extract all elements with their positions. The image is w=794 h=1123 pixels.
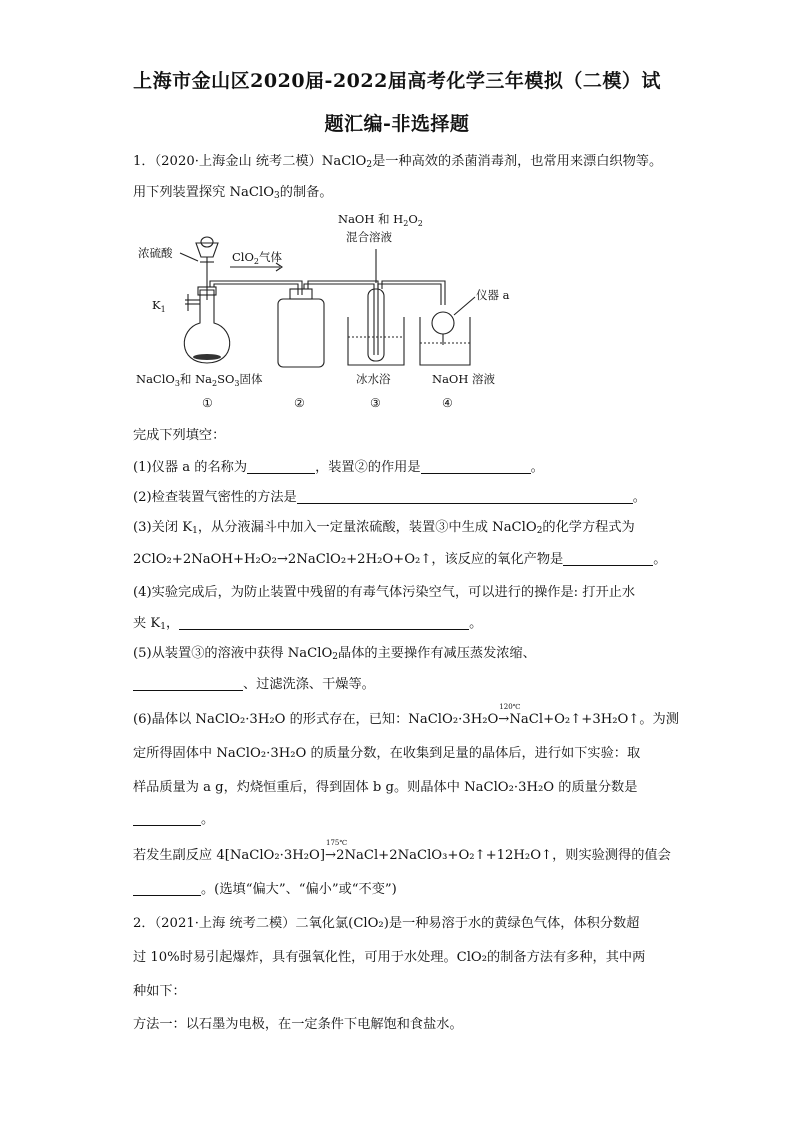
q1-intro2-a: 用下列装置探究 NaClO [133,185,275,200]
label-naoh-solution: NaOH 溶液 [432,372,496,386]
q1-part2 [133,486,646,505]
q1-part6-line1 [133,703,679,727]
p4-d: 。 [469,616,483,631]
fill-intro: 完成下列填空： [133,428,226,443]
p6-b: NaCl+O₂↑+3H₂O↑。为测 [509,712,679,727]
gas-tube-1b [214,284,298,295]
leader-acid [180,253,198,261]
gas-tube-2b [304,284,374,355]
beaker-4 [420,317,470,365]
label-instrument-a: 仪器 a [476,288,510,302]
q1-part6-line4 [133,808,214,827]
p1-c: 。 [530,460,544,475]
p6-a: (6)晶体以 NaClO₂·3H₂O 的形式存在，已知：NaClO₂·3H₂O [133,712,499,727]
label-naoh-h2o2: NaOH 和 $H_2O_2$ [338,212,423,228]
p6-e: 。 [201,812,215,827]
q1-part4-line2 [133,612,482,632]
q1-part1 [133,456,544,475]
sub: 1 [192,526,198,536]
p6-c: 定所得固体中 NaClO₂·3H₂O 的质量分数，在收集到足量的晶体后，进行如下实验：取 [133,746,641,761]
p4-b: 夹 K [133,616,161,631]
label-k1: $K_1$ [152,298,166,314]
p3-end: 。 [653,552,667,567]
q1-part4-line1 [133,581,635,600]
sub: 2 [366,160,373,170]
gas-tube-1 [210,281,302,295]
sub: 2 [332,652,339,662]
solid-reactant [193,354,221,360]
q1-part3-line1 [133,516,635,536]
q2-line2: 过 10%时易引起爆炸，具有强氧化性，可用于水处理。ClO₂的制备方法有多种，其中两 [133,950,646,965]
sub: 1 [160,622,166,632]
sub: 3 [274,191,280,201]
p3-c: 的化学方程式为 [542,520,635,535]
p7-c: 。(选填“偏大”、“偏小”或“不变”) [201,882,397,897]
bottle-2-stopper [290,289,312,299]
p7-a: 若发生副反应 4[NaClO₂·3H₂O] [133,848,325,863]
p5-c: 、过滤洗涤、干燥等。 [243,677,375,692]
apparatus-diagram [130,205,520,415]
reaction-condition: 175℃ → [325,839,348,863]
p6-d: 样品质量为 a g，灼烧恒重后，得到固体 b g。则晶体中 NaClO₂·3H₂O 的质量分数是 [133,780,638,795]
gas-tube-3 [382,281,445,305]
p3-a: (3)关闭 K [133,520,193,535]
q1-intro1-a: 1．（2020·上海金山 统考二模）NaClO [133,154,367,169]
label-mixed-solution: 混合溶液 [346,230,392,244]
instrument-a [432,312,454,334]
p3-eq: 2ClO₂+2NaOH+H₂O₂→2NaClO₂+2H₂O+O₂↑，该反应的氧化产物是 [133,552,564,567]
device-number-4: ④ [442,396,453,410]
reaction-condition: 120℃ → [498,703,521,727]
label-ice-bath: 冰水浴 [356,372,391,386]
q1-part6-line2 [133,742,640,761]
q1-part7-line2 [133,878,397,897]
q1-part6-line3 [133,776,637,795]
beaker-3 [348,317,404,365]
p4-a: (4)实验完成后，为防止装置中残留的有毒气体污染空气，可以进行的操作是: 打开止水 [133,585,636,600]
q2-line4: 方法一：以石墨为电极，在一定条件下电解饱和食盐水。 [133,1017,463,1032]
p7-b: 2NaCl+2NaClO₃+O₂↑+12H₂O↑，则实验测得的值会 [336,848,671,863]
gas-bottle-2 [278,299,324,367]
answer-blank[interactable] [133,882,201,896]
p4-c: ， [165,616,180,631]
gas-tube-3b [378,284,441,305]
sub: 2 [536,526,543,536]
label-acid: 浓硫酸 [138,246,173,260]
separatory-funnel [196,243,218,257]
q1-part3-line2 [133,548,666,567]
q1-intro1-b: 是一种高效的杀菌消毒剂，也常用来漂白织物等。 [372,154,663,169]
test-tube-3 [368,289,384,361]
leader-instrument [454,297,475,315]
label-gas: ClO$_2$气体 [232,250,282,266]
answer-blank[interactable] [563,552,653,566]
answer-blank[interactable] [247,460,315,474]
doc-title-line1: 上海市金山区2020届-2022届高考化学三年模拟（二模）试 [133,70,661,92]
p3-b: ，从分液漏斗中加入一定量浓硫酸，装置③中生成 NaClO [197,520,537,535]
device-number-2: ② [294,396,305,410]
answer-blank[interactable] [421,460,531,474]
doc-title-line2: 题汇编-非选择题 [324,113,470,135]
p1-a: (1)仪器 a 的名称为 [133,460,248,475]
p5-a: (5)从装置③的溶液中获得 NaClO [133,646,333,661]
flask-1 [184,290,229,363]
q1-part5-line2 [133,673,375,692]
funnel-top [201,237,213,247]
answer-blank[interactable] [297,490,633,504]
answer-blank[interactable] [179,616,469,630]
q1-intro-line1 [133,150,662,170]
q1-intro-line2 [133,181,333,201]
p5-b: 晶体的主要操作有减压蒸发浓缩、 [338,646,536,661]
p2-b: 。 [632,490,646,505]
q2-line1: 2．（2021·上海 统考二模）二氧化氯(ClO₂)是一种易溶于水的黄绿色气体，体积分数超 [133,916,640,931]
answer-blank[interactable] [133,812,201,826]
device-number-1: ① [202,396,213,410]
device-number-3: ③ [370,396,381,410]
answer-blank[interactable] [133,677,243,691]
p1-b: ，装置②的作用是 [315,460,421,475]
label-solid: NaClO$_3$和 $Na_2SO_3$固体 [136,372,263,388]
q1-part5-line1 [133,642,536,662]
q1-intro2-b: 的制备。 [279,185,333,200]
p2-a: (2)检查装置气密性的方法是 [133,490,297,505]
q1-part7-line1 [133,839,671,863]
q2-line3: 种如下： [133,984,186,999]
